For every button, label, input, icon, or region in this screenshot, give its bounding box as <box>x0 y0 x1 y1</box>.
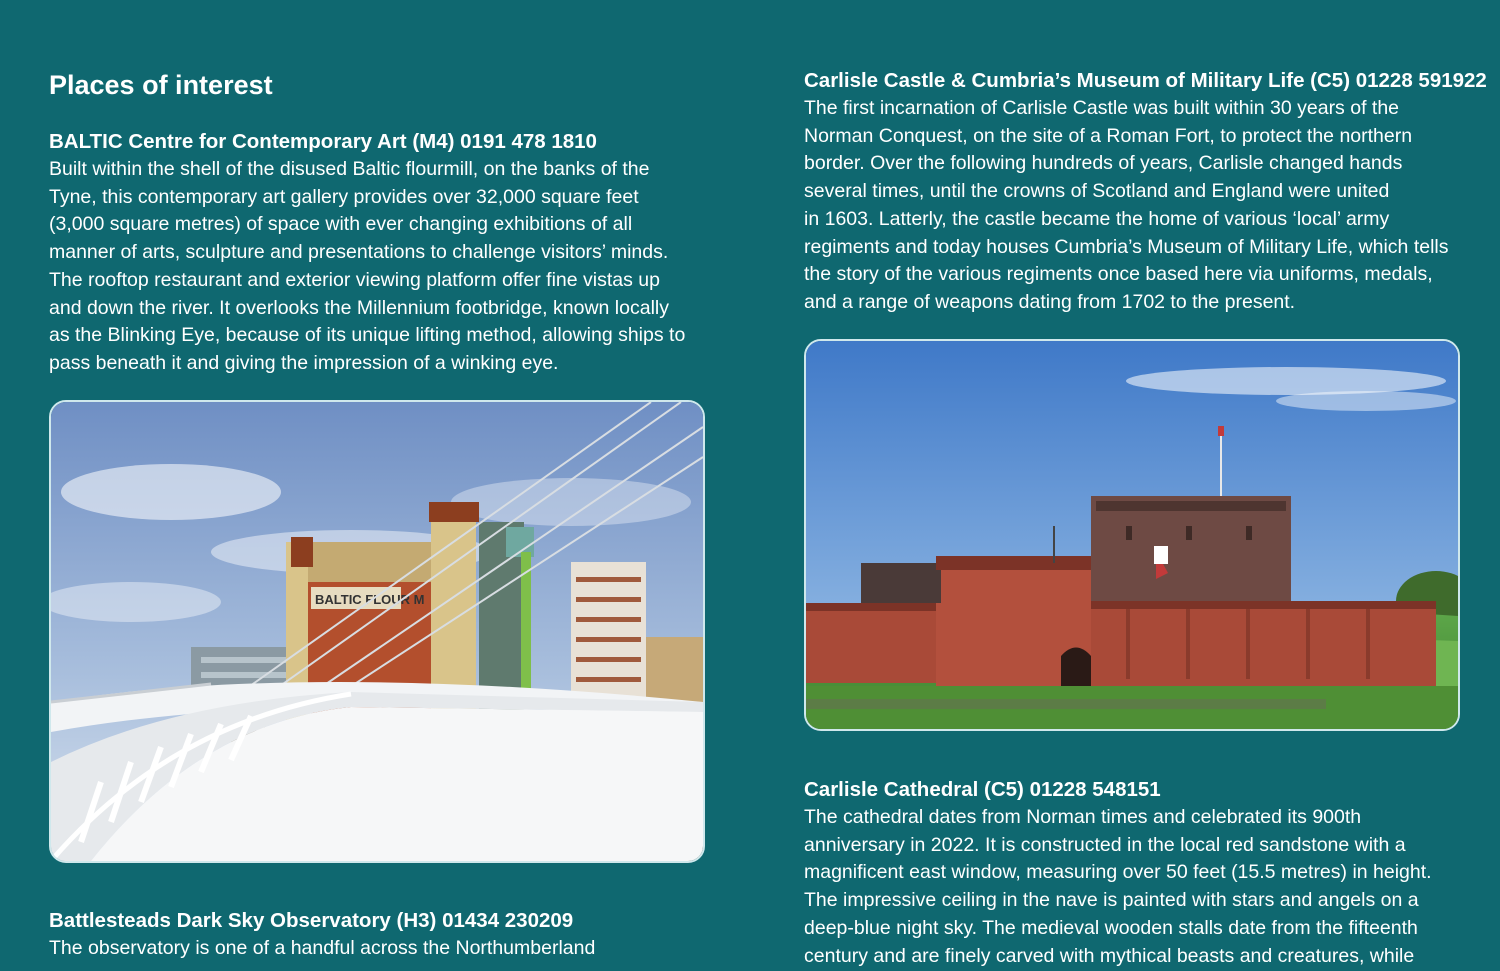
entry-body: The observatory is one of a handful across the Northumberland <box>49 937 596 959</box>
entry-heading: Carlisle Castle & Cumbria’s Museum of Military Life (C5) 01228 591922 <box>804 69 1487 92</box>
entry-baltic <box>49 128 709 378</box>
entry-body: The first incarnation of Carlisle Castle was built within 30 years of the Norman Conquest, on the site of a Roman Fort, to protect the northern border. Over the following hundreds of years, Carlisle changed hands several times, until the crowns of Scotland and England were united in 1603. Latterly, the castle became the home of various ‘local’ army regiments and today houses Cumbria’s Museum of Military Life, which tells the story of the various regiments once based here via uniforms, medals, and a range of weapons dating from 1702 to the present. <box>804 97 1449 313</box>
baltic-sign-text: BALTIC FLOUR M <box>315 592 425 607</box>
entry-carlisle-cathedral <box>804 776 1464 970</box>
entry-body: The cathedral dates from Norman times and celebrated its 900th anniversary in 2022. It is constructed in the local red sandstone with a magnificent east window, measuring over 50 feet (15.5 metres) in height. The impressive ceiling in the nave is painted with stars and angels on a deep-blue night sky. The medieval wooden stalls date from the fifteenth century and are finely carved with mythical beasts and creatures, while <box>804 806 1432 967</box>
entry-battlesteads <box>49 907 709 963</box>
entry-heading: Battlesteads Dark Sky Observatory (H3) 01434 230209 <box>49 909 574 932</box>
entry-body: Built within the shell of the disused Baltic flourmill, on the banks of the Tyne, this contemporary art gallery provides over 32,000 square feet (3,000 square metres) of space with ever changing exhibitions of all manner of arts, sculpture and presentations to challenge visitors’ minds. The rooftop restaurant and exterior viewing platform offer fine vistas up and down the river. It overlooks the Millennium footbridge, known locally as the Blinking Eye, because of its unique lifting method, allowing ships to pass beneath it and giving the impression of a winking eye. <box>49 158 686 374</box>
baltic-photo <box>49 400 705 863</box>
entry-heading: BALTIC Centre for Contemporary Art (M4) 0191 478 1810 <box>49 130 597 153</box>
section-title: Places of interest <box>49 70 273 100</box>
entry-heading: Carlisle Cathedral (C5) 01228 548151 <box>804 778 1161 801</box>
carlisle-castle-photo <box>804 339 1460 731</box>
entry-carlisle-castle <box>804 67 1487 317</box>
